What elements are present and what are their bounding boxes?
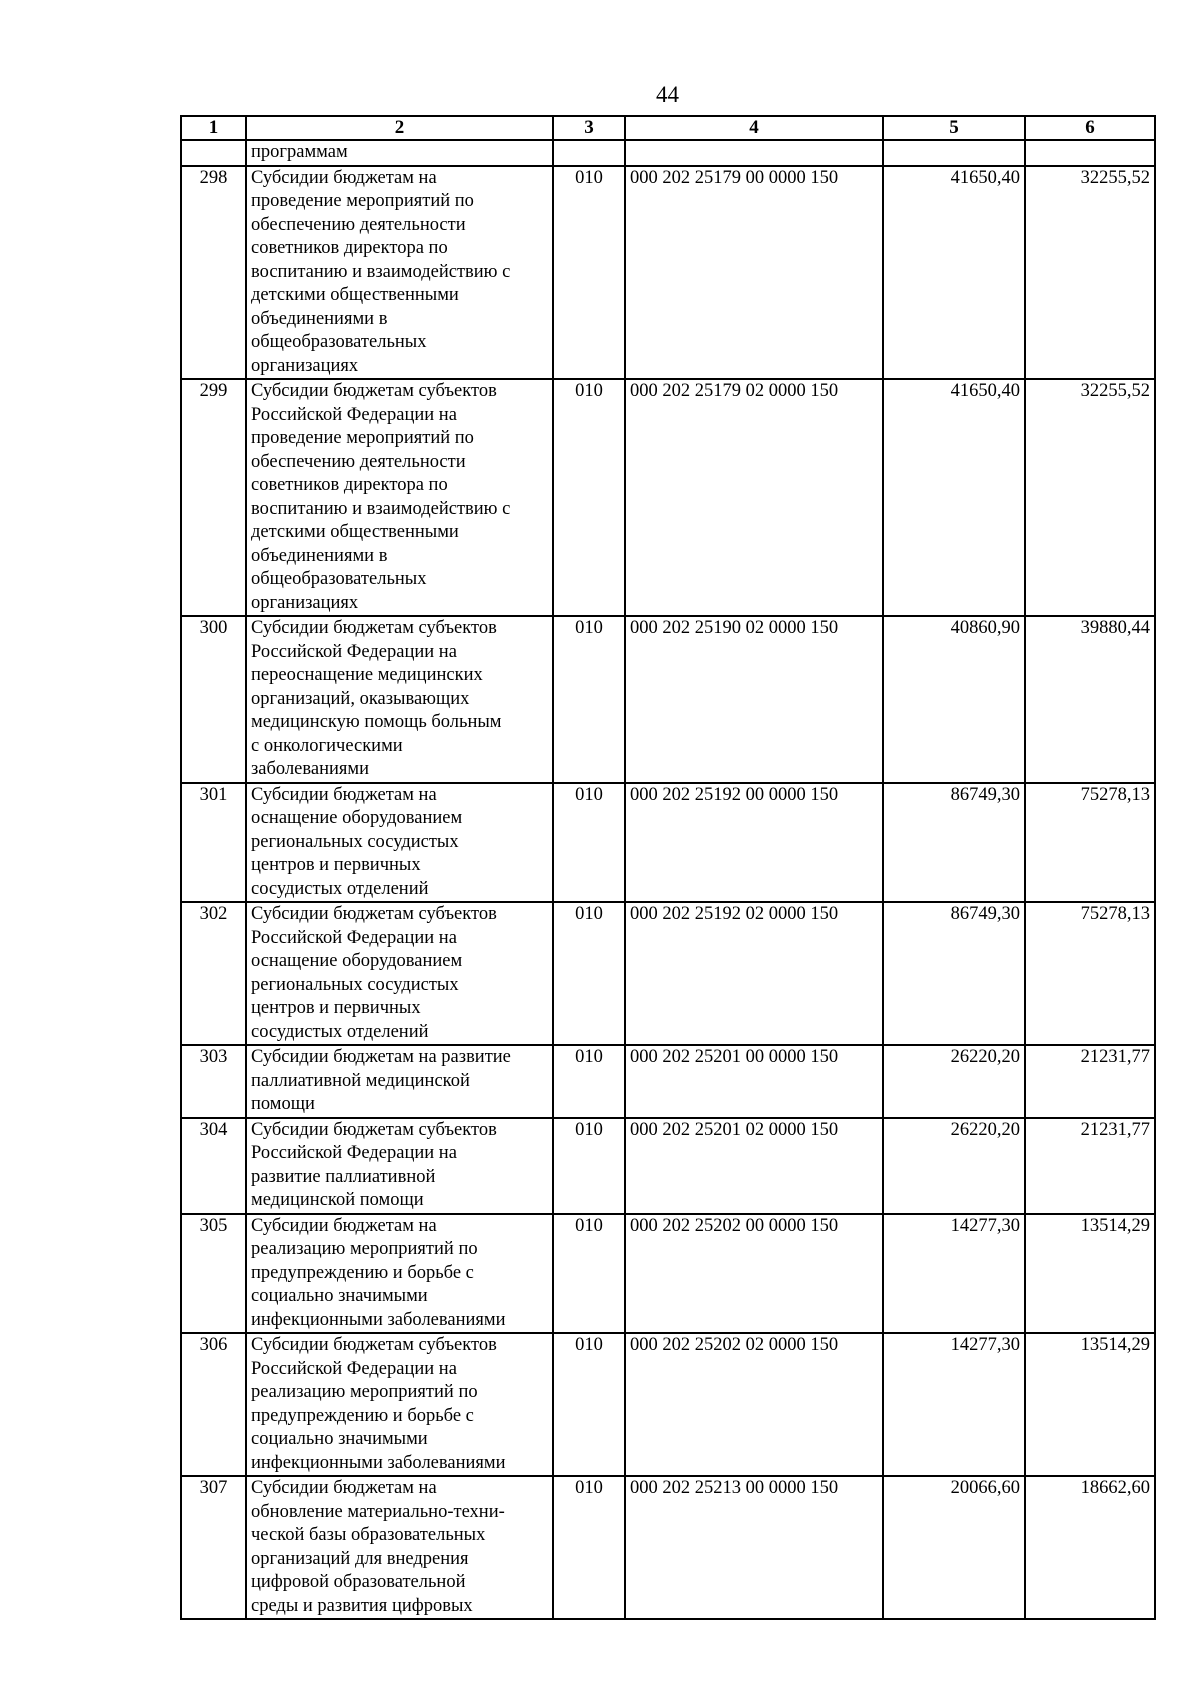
plan-amount-cell: 14277,30 (883, 1333, 1025, 1476)
description-line: организациях (251, 355, 359, 376)
description-line: развитие паллиативной (251, 1166, 436, 1187)
budget-table (180, 115, 1156, 1620)
header-col-1: 1 (181, 116, 246, 140)
description-line: объединениями в (251, 308, 388, 329)
description-cell (246, 1045, 553, 1118)
description-line: региональных сосудистых (251, 974, 459, 995)
table-row (181, 1333, 1155, 1476)
description-line: среды и развития цифровых (251, 1595, 473, 1616)
description-line: центров и первичных (251, 998, 421, 1018)
description-line: программам (251, 142, 348, 162)
description-line: переоснащение медицинских (251, 665, 483, 685)
description-line: реализацию мероприятий по (251, 1239, 478, 1259)
table-row (181, 140, 1155, 166)
description-line: Субсидии бюджетам на (251, 1478, 437, 1498)
budget-classification-code-cell: 000 202 25202 00 0000 150 (625, 1214, 883, 1334)
row-number-cell: 301 (181, 783, 246, 903)
description-line: Российской Федерации на (251, 927, 457, 948)
table-row (181, 1118, 1155, 1214)
description-line: инфекционными заболеваниями (251, 1452, 506, 1473)
budget-classification-code-cell: 000 202 25202 02 0000 150 (625, 1333, 883, 1476)
description-line: Субсидии бюджетам субъектов (251, 1119, 497, 1140)
actual-amount-cell: 32255,52 (1025, 166, 1155, 380)
actual-amount-cell: 32255,52 (1025, 379, 1155, 616)
description-cell (246, 616, 553, 783)
description-line: обновление материально-техни- (251, 1501, 505, 1522)
description-line: центров и первичных (251, 855, 421, 875)
actual-amount-cell: 21231,77 (1025, 1118, 1155, 1214)
table-row (181, 902, 1155, 1045)
table-row (181, 783, 1155, 903)
page-number: 44 (656, 82, 679, 107)
admin-code-cell: 010 (553, 1118, 625, 1214)
admin-code-cell: 010 (553, 1476, 625, 1619)
row-number-cell: 298 (181, 166, 246, 380)
table-header-row (181, 116, 1155, 140)
description-cell (246, 783, 553, 903)
description-cell (246, 1333, 553, 1476)
description-line: детскими общественными (251, 522, 459, 542)
description-line: советников директора по (251, 475, 448, 495)
plan-amount-cell: 20066,60 (883, 1476, 1025, 1619)
admin-code-cell: 010 (553, 1333, 625, 1476)
description-line: социально значимыми (251, 1429, 428, 1449)
description-line: объединениями в (251, 545, 388, 566)
budget-classification-code-cell: 000 202 25213 00 0000 150 (625, 1476, 883, 1619)
header-col-6: 6 (1025, 116, 1155, 140)
description-line: обеспечению деятельности (251, 214, 466, 235)
description-line: Субсидии бюджетам на развитие (251, 1047, 511, 1067)
actual-amount-cell: 13514,29 (1025, 1333, 1155, 1476)
actual-amount-cell: 39880,44 (1025, 616, 1155, 783)
description-line: оснащение оборудованием (251, 951, 463, 971)
description-line: Субсидии бюджетам субъектов (251, 1335, 497, 1355)
header-col-5: 5 (883, 116, 1025, 140)
budget-classification-code-cell (625, 140, 883, 166)
row-number-cell: 299 (181, 379, 246, 616)
description-line: цифровой образовательной (251, 1572, 466, 1592)
admin-code-cell: 010 (553, 902, 625, 1045)
description-line: реализацию мероприятий по (251, 1382, 478, 1402)
table-row (181, 379, 1155, 616)
description-cell (246, 902, 553, 1045)
description-line: Субсидии бюджетам субъектов (251, 904, 497, 924)
description-line: сосудистых отделений (251, 878, 429, 899)
description-line: заболеваниями (251, 759, 370, 779)
budget-classification-code-cell: 000 202 25179 00 0000 150 (625, 166, 883, 380)
description-line: помощи (251, 1094, 315, 1114)
description-line: Российской Федерации на (251, 404, 457, 425)
table-row (181, 1476, 1155, 1619)
description-line: общеобразовательных (251, 332, 427, 352)
description-line: предупреждению и борьбе с (251, 1262, 474, 1283)
description-line: Субсидии бюджетам на (251, 167, 437, 188)
description-cell (246, 1214, 553, 1334)
description-cell (246, 1118, 553, 1214)
admin-code-cell: 010 (553, 1214, 625, 1334)
actual-amount-cell: 18662,60 (1025, 1476, 1155, 1619)
admin-code-cell: 010 (553, 379, 625, 616)
description-line: медицинской помощи (251, 1190, 424, 1210)
description-line: проведение мероприятий по (251, 428, 474, 448)
actual-amount-cell: 75278,13 (1025, 902, 1155, 1045)
description-line: предупреждению и борьбе с (251, 1405, 474, 1426)
row-number-cell: 306 (181, 1333, 246, 1476)
description-line: паллиативной медицинской (251, 1070, 470, 1091)
actual-amount-cell: 75278,13 (1025, 783, 1155, 903)
row-number-cell (181, 140, 246, 166)
header-col-2: 2 (246, 116, 553, 140)
description-line: ческой базы образовательных (251, 1525, 486, 1545)
description-line: организаций для внедрения (251, 1548, 469, 1569)
description-line: общеобразовательных (251, 569, 427, 589)
row-number-cell: 304 (181, 1118, 246, 1214)
description-line: социально значимыми (251, 1286, 428, 1306)
plan-amount-cell: 41650,40 (883, 379, 1025, 616)
description-line: медицинскую помощь больным (251, 712, 502, 732)
actual-amount-cell: 21231,77 (1025, 1045, 1155, 1118)
description-line: региональных сосудистых (251, 831, 459, 852)
table-row (181, 1045, 1155, 1118)
plan-amount-cell (883, 140, 1025, 166)
actual-amount-cell: 13514,29 (1025, 1214, 1155, 1334)
description-line: обеспечению деятельности (251, 451, 466, 472)
budget-classification-code-cell: 000 202 25201 00 0000 150 (625, 1045, 883, 1118)
description-line: Субсидии бюджетам на (251, 1215, 437, 1236)
plan-amount-cell: 86749,30 (883, 783, 1025, 903)
header-col-4: 4 (625, 116, 883, 140)
table-row (181, 616, 1155, 783)
description-line: проведение мероприятий по (251, 191, 474, 211)
budget-classification-code-cell: 000 202 25192 02 0000 150 (625, 902, 883, 1045)
row-number-cell: 300 (181, 616, 246, 783)
admin-code-cell: 010 (553, 616, 625, 783)
description-line: детскими общественными (251, 285, 459, 305)
admin-code-cell (553, 140, 625, 166)
description-line: оснащение оборудованием (251, 808, 463, 828)
description-line: воспитанию и взаимодействию с (251, 498, 511, 519)
plan-amount-cell: 26220,20 (883, 1045, 1025, 1118)
table-row (181, 1214, 1155, 1334)
description-line: Российской Федерации на (251, 1358, 457, 1379)
description-line: организациях (251, 592, 359, 613)
plan-amount-cell: 26220,20 (883, 1118, 1025, 1214)
description-line: советников директора по (251, 238, 448, 258)
table-row (181, 166, 1155, 380)
row-number-cell: 305 (181, 1214, 246, 1334)
header-col-3: 3 (553, 116, 625, 140)
description-cell (246, 379, 553, 616)
description-line: Российской Федерации на (251, 641, 457, 662)
description-line: Субсидии бюджетам субъектов (251, 618, 497, 638)
description-cell (246, 166, 553, 380)
budget-classification-code-cell: 000 202 25190 02 0000 150 (625, 616, 883, 783)
admin-code-cell: 010 (553, 783, 625, 903)
description-line: Субсидии бюджетам субъектов (251, 381, 497, 401)
description-line: Субсидии бюджетам на (251, 784, 437, 805)
description-line: Российской Федерации на (251, 1143, 457, 1163)
row-number-cell: 307 (181, 1476, 246, 1619)
budget-classification-code-cell: 000 202 25201 02 0000 150 (625, 1118, 883, 1214)
plan-amount-cell: 86749,30 (883, 902, 1025, 1045)
row-number-cell: 303 (181, 1045, 246, 1118)
description-line: с онкологическими (251, 735, 403, 756)
description-cell (246, 140, 553, 166)
admin-code-cell: 010 (553, 1045, 625, 1118)
actual-amount-cell (1025, 140, 1155, 166)
admin-code-cell: 010 (553, 166, 625, 380)
description-line: воспитанию и взаимодействию с (251, 261, 511, 282)
plan-amount-cell: 41650,40 (883, 166, 1025, 380)
description-cell (246, 1476, 553, 1619)
description-line: инфекционными заболеваниями (251, 1309, 506, 1330)
plan-amount-cell: 40860,90 (883, 616, 1025, 783)
description-line: сосудистых отделений (251, 1021, 429, 1042)
plan-amount-cell: 14277,30 (883, 1214, 1025, 1334)
row-number-cell: 302 (181, 902, 246, 1045)
budget-classification-code-cell: 000 202 25192 00 0000 150 (625, 783, 883, 903)
budget-classification-code-cell: 000 202 25179 02 0000 150 (625, 379, 883, 616)
description-line: организаций, оказывающих (251, 688, 470, 709)
